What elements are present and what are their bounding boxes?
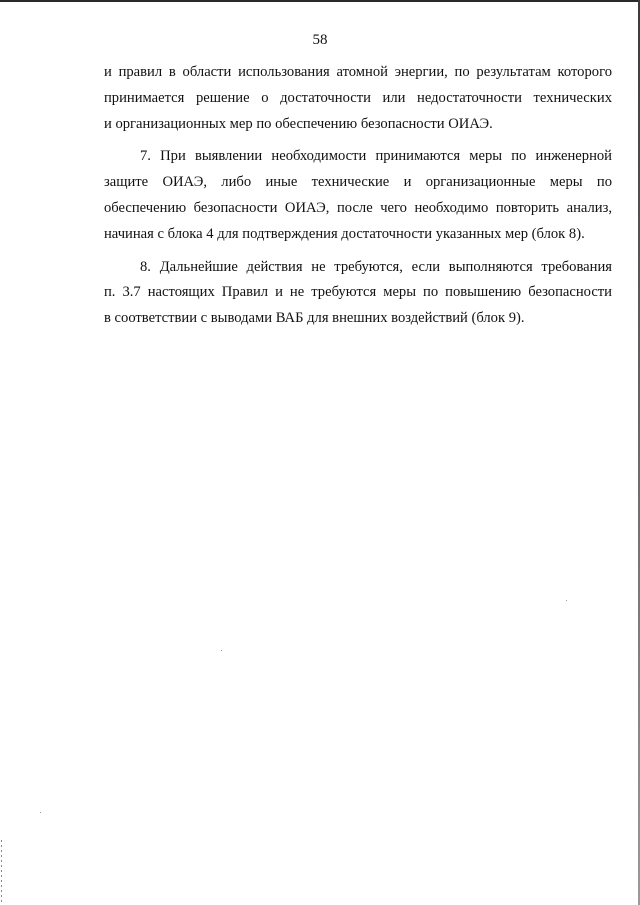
document-body	[104, 60, 612, 332]
scan-speck	[566, 600, 567, 601]
text-line: и правил в области использования атомной энергии, по результатам которого	[104, 64, 612, 80]
scan-top-border	[0, 0, 640, 2]
paragraph-item-7	[104, 144, 612, 247]
text-line: 8. Дальнейшие действия не требуются, если выполняются требования	[140, 258, 612, 275]
scan-speck	[221, 650, 222, 651]
text-line: в соответствии с выводами ВАБ для внешних воздействий (блок 9).	[104, 310, 525, 327]
paragraph-item-8	[104, 255, 612, 332]
scan-speck	[40, 812, 41, 813]
text-line: защите ОИАЭ, либо иные технические и организационные меры по	[104, 174, 612, 191]
text-line: и организационных мер по обеспечению безопасности ОИАЭ.	[104, 115, 493, 132]
text-line: п. 3.7 настоящих Правил и не требуются меры по повышению безопасности	[104, 284, 612, 301]
text-line: принимается решение о достаточности или недостаточности технических	[104, 89, 612, 106]
paragraph-continuation	[104, 60, 612, 137]
scan-left-border	[1, 840, 2, 905]
page-number: 58	[312, 32, 328, 48]
text-line: обеспечению безопасности ОИАЭ, после чего необходимо повторить анализ,	[104, 199, 612, 216]
text-line: 7. При выявлении необходимости принимаются меры по инженерной	[140, 148, 612, 165]
text-line: начиная с блока 4 для подтверждения достаточности указанных мер (блок 8).	[104, 225, 585, 242]
